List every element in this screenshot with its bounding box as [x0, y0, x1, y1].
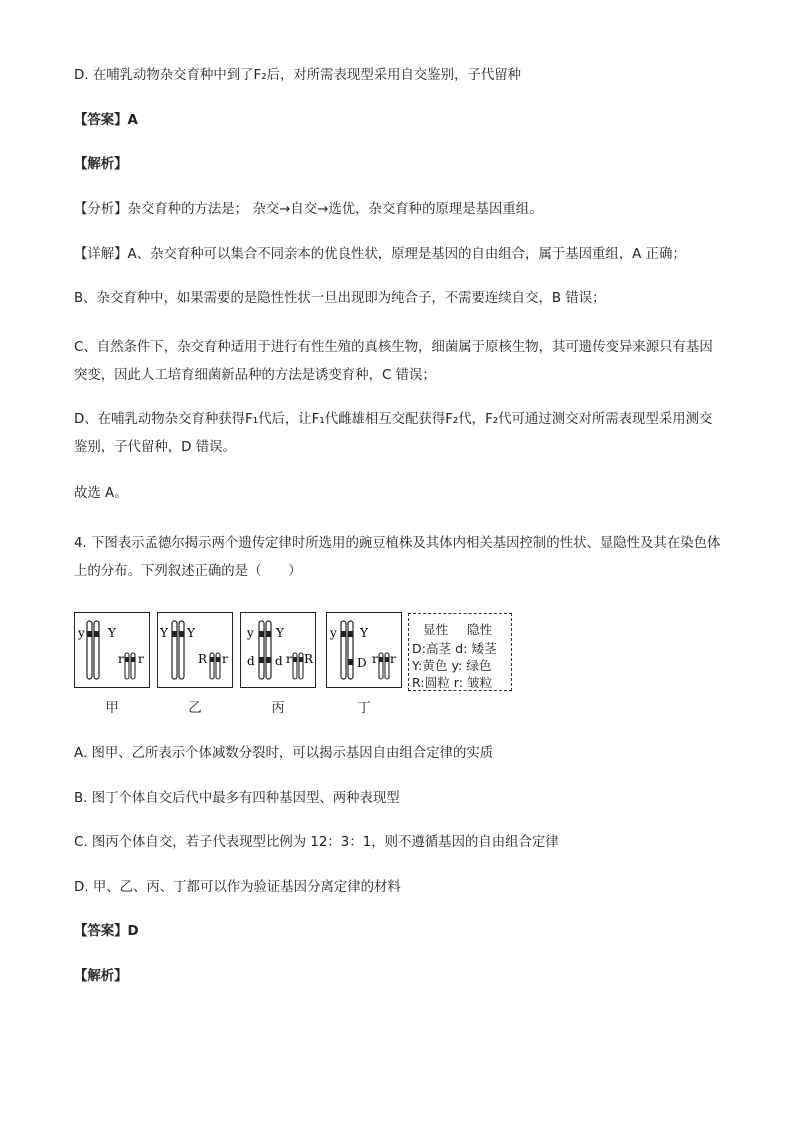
answer-label: 【答案】A [74, 113, 138, 128]
detail-a: 【详解】A、杂交育种可以集合不同亲本的优良性状，原理是基因的自由组合，属于基因重组，A 正确； [74, 247, 686, 262]
caption-ding: 丁 [357, 700, 371, 716]
chromosome-drawing-ding [327, 613, 403, 689]
gene-label: r [390, 652, 396, 666]
gene-label: r [286, 652, 292, 666]
answer-label-2: 【答案】D [74, 924, 139, 939]
question-4: 4. 下图表示孟德尔揭示两个遗传定律时所选用的豌豆植株及其体内相关基因控制的性状、显隐性及其在染色体上的分布。下列叙述正确的是（ ） [74, 536, 721, 579]
gene-label: Y [160, 626, 168, 640]
legend-row: D:高茎 d: 矮茎 [412, 641, 497, 656]
chromosome-drawing-bing [241, 613, 317, 689]
gene-label: r [138, 652, 144, 666]
chromosome-figure [74, 612, 514, 716]
panel-yi [157, 612, 233, 688]
analysis-text: 【分析】杂交育种的方法是； 杂交→自交→选优，杂交育种的原理是基因重组。 [74, 202, 543, 217]
gene-label: r [372, 652, 378, 666]
analysis-label: 【解析】 [74, 157, 128, 172]
detail-c: C、自然条件下，杂交育种适用于进行有性生殖的真核生物，细菌属于原核生物，其可遗传变异来源只有基因突变，因此人工培育细菌新品种的方法是诱变育种，C 错误； [74, 340, 713, 383]
gene-label: r [118, 652, 124, 666]
analysis-label-2: 【解析】 [74, 969, 128, 984]
panel-jia [74, 612, 150, 688]
gene-label: Y [360, 626, 368, 640]
gene-label: Y [187, 626, 195, 640]
caption-bing: 丙 [271, 700, 285, 716]
detail-d: D、在哺乳动物杂交育种获得F₁代后，让F₁代雌雄相互交配获得F₂代，F₂代可通过测交对所需表现型采用测交鉴别，子代留种，D 错误。 [74, 412, 713, 455]
detail-b: B、杂交育种中，如果需要的是隐性性状一旦出现即为纯合子，不需要连续自交，B 错误； [74, 291, 606, 306]
legend-recessive-header: 隐性 [467, 622, 493, 637]
option-c: C. 图丙个体自交，若子代表现型比例为 12：3：1，则不遵循基因的自由组合定律 [74, 835, 559, 850]
option-a: A. 图甲、乙所表示个体减数分裂时，可以揭示基因自由组合定律的实质 [74, 746, 494, 761]
option-d-previous: D. 在哺乳动物杂交育种中到了F₂后，对所需表现型采用自交鉴别，子代留种 [74, 68, 522, 83]
gene-label: d [275, 654, 283, 668]
gene-label: y [78, 626, 85, 640]
panel-bing [240, 612, 316, 688]
gene-label: y [247, 626, 254, 640]
option-b: B. 图丁个体自交后代中最多有四种基因型、两种表现型 [74, 791, 400, 806]
gene-label: y [330, 626, 337, 640]
caption-yi: 乙 [188, 700, 202, 716]
gene-label: d [247, 654, 255, 668]
legend-row: Y:黄色 y: 绿色 [412, 658, 492, 673]
gene-label: R [198, 652, 208, 666]
gene-label: Y [108, 626, 116, 640]
gene-label: Y [276, 626, 284, 640]
gene-label: D [357, 656, 367, 670]
legend-box [408, 613, 512, 691]
chromosome-drawing-jia [75, 613, 151, 689]
gene-label: R [304, 652, 314, 666]
caption-jia: 甲 [105, 700, 119, 716]
option-d: D. 甲、乙、丙、丁都可以作为验证基因分离定律的材料 [74, 880, 401, 895]
chromosome-drawing-yi [158, 613, 234, 689]
legend-dominant-header: 显性 [423, 622, 449, 637]
panel-ding [326, 612, 402, 688]
gene-label: r [222, 652, 228, 666]
conclusion: 故选 A。 [74, 486, 128, 501]
legend-row: R:圆粒 r: 皱粒 [412, 675, 493, 690]
